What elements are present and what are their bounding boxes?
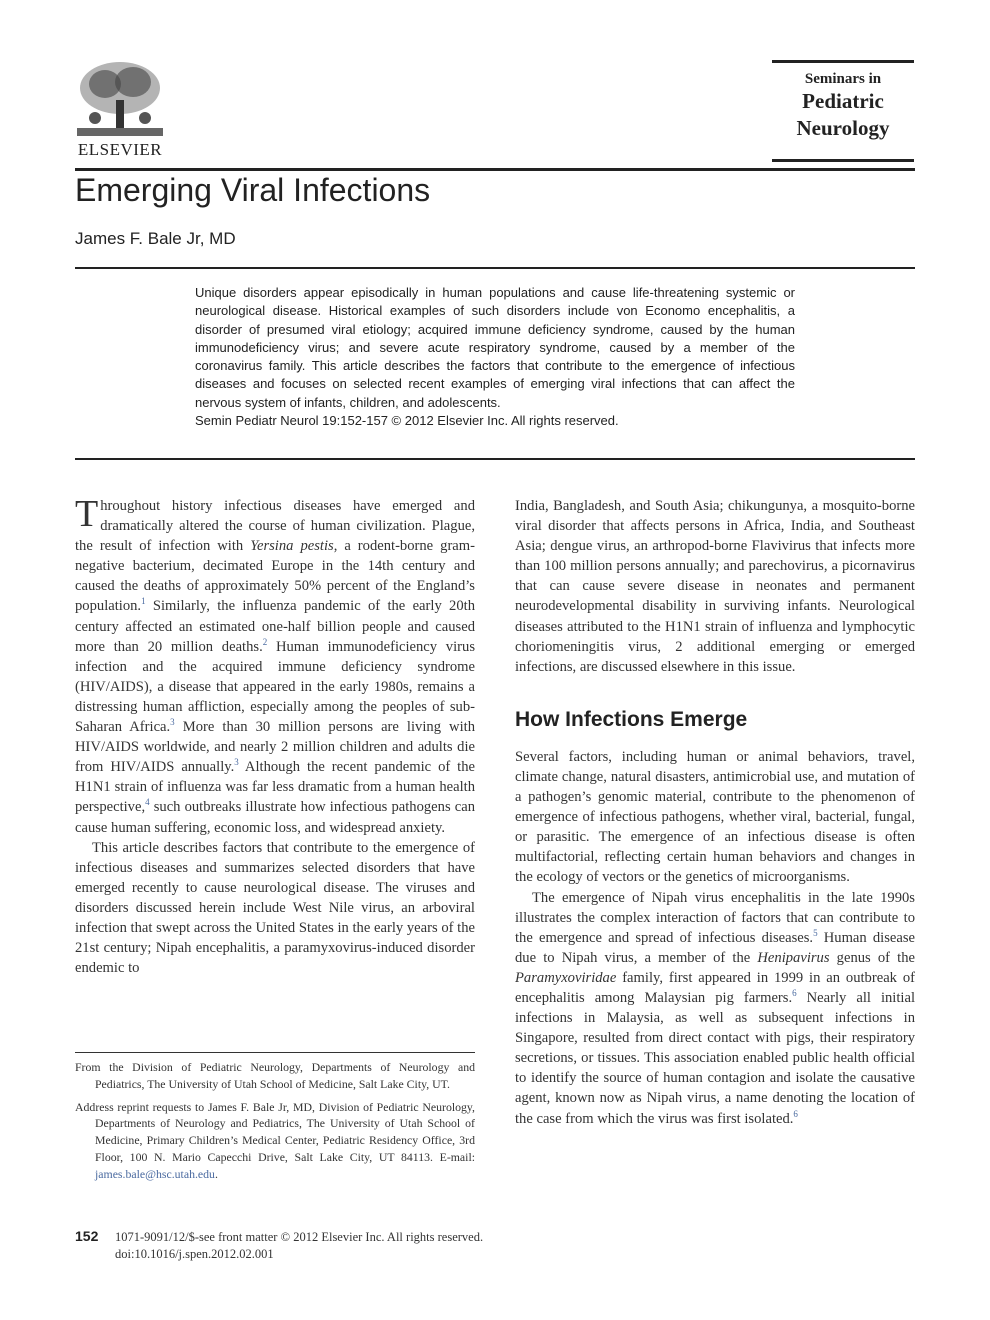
paragraph-intro: Throughout history infectious diseases have emerged and dramatically altered the course of human civilization. Plague, the result of infection with Yersina pestis, a rodent-borne gram-negative bacterium, decimated Europe in the 14th century and caused the deaths of approximately 50% percent of the England’s population.$^1$ Similarly, the influenza pandemic of the early 20th century affected an estimated one-half billion people and caused more than 20 million deaths.$^2$ Human immunodeficiency virus infection and the acquired immune deficiency syndrome (HIV/AIDS), a disease that appeared in the early 1980s, remains a distressing human affliction, especially among the peoples of sub-Saharan Africa.$^3$ More than 30 million persons are living with HIV/AIDS worldwide, and nearly 2 million children and adults die from HIV/AIDS annually.$^3$ Although the recent pandemic of the H1N1 strain of influenza was far less dramatic from a human health perspective,$^4$ such outbreaks illustrate how infectious pathogens can cause human suffering, economic loss, and widespread anxiety. [75, 493, 476, 836]
journal-line-3: Neurology [796, 116, 890, 140]
abstract-citation: Semin Pediatr Neurol 19:152-157 © 2012 Elsevier Inc. All rights reserved. [195, 413, 619, 429]
journal-line-2: Pediatric [802, 89, 884, 113]
article-title: Emerging Viral Infections [75, 172, 431, 208]
drop-cap: T [75, 493, 99, 535]
footnote-affiliation: From the Division of Pediatric Neurology, Departments of Neurology and Pediatrics, The University of Utah School of Medicine, Salt Lake City, UT. [75, 1060, 475, 1091]
paragraph-factors: Several factors, including human or animal behaviors, travel, climate change, natural disasters, antimicrobial use, and mutation of a pathogen’s genomic material, contribute to the phenomenon of emergence of infectious pathogens, whether viral, bacterial, fungal, or parasitic. The emergence of an infectious disease is often multifactorial, reflecting certain human behaviors and changes in the ecology of vectors or the genetics of microorganisms. [515, 748, 915, 886]
paragraph-overview: This article describes factors that contribute to the emergence of infectious diseases and summarizes selected disorders that have emerged recently to cause neurological disease. The viruses and disorders discussed herein include West Nile virus, an arboviral infection that swept across the United States in the early years of the 21st century; Nipah encephalitis, a paramyxovirus-induced disorder endemic to [75, 839, 475, 977]
publisher-name: ELSEVIER [77, 140, 163, 159]
footnote-rule [75, 1052, 475, 1053]
reference-link[interactable]: 5 [813, 927, 818, 938]
journal-line-1: Seminars in [804, 71, 882, 87]
reference-link[interactable]: 2 [262, 636, 268, 647]
abstract [195, 284, 795, 430]
section-heading: How Infections Emerge [515, 707, 748, 731]
footer-info [115, 1229, 483, 1263]
abstract-text: Unique disorders appear episodically in human populations and cause life-threatening systemic or neurological disease. Historical examples of such disorders include von Economo encephalitis, a disorder of presumed viral etiology; acquired immune deficiency syndrome, caused by the human immunodeficiency virus; and severe acute respiratory syndrome, caused by a member of the coronavirus family. This article describes the factors that contribute to the emergence of infectious diseases and focuses on selected recent examples of emerging viral infections that can affect the nervous system of infants, children, and adolescents. [195, 285, 795, 410]
footnote-address: Address reprint requests to James F. Bale Jr, MD, Division of Pediatric Neurology, Departments of Neurology and Pediatrics, The University of Utah School of Medicine, Primary Children’s Medical Center, Pediatric Residency Office, 3rd Floor, 100 N. Mario Capecchi Drive, Salt Lake City, UT 84113. E-mail: james.bale@hsc.utah.edu. [75, 1099, 475, 1181]
title-rule [75, 267, 915, 269]
reference-link[interactable]: 1 [141, 596, 146, 607]
body-column-right [515, 496, 915, 1129]
footer-doi[interactable]: doi:10.1016/j.spen.2012.02.001 [115, 1247, 274, 1261]
email-link[interactable]: james.bale@hsc.utah.edu [95, 1166, 215, 1181]
elsevier-tree-icon [75, 60, 165, 138]
page-number: 152 [75, 1228, 99, 1244]
journal-masthead [772, 60, 914, 162]
footnotes [75, 1059, 475, 1189]
abstract-rule [75, 458, 915, 460]
reference-link[interactable]: 4 [145, 797, 150, 808]
footer-copyright: 1071-9091/12/$-see front matter © 2012 Elsevier Inc. All rights reserved. [115, 1230, 484, 1244]
reference-link[interactable]: 6 [792, 988, 797, 999]
article-author: James F. Bale Jr, MD [75, 229, 236, 248]
reference-link[interactable]: 3 [234, 757, 239, 768]
body-column-left [75, 493, 476, 978]
paragraph-nipah: The emergence of Nipah virus encephalitis in the late 1990s illustrates the complex interaction of factors that can contribute to the emergence and spread of infectious diseases.$^5$ Human disease due to Nipah virus, a member of the Henipavirus genus of the Paramyxoviridae family, first appeared in 1999 in an outbreak of encephalitis among Malaysian pig farmers.$^6$ Nearly all initial infections in Malaysia, as well as subsequent infections in Singapore, resulted from direct contact with pigs, their respiratory secretions, or tissues. This association enabled public health official to identify the source of human contagion and isolate the causative agent, known now as Nipah virus, a name denoting the location of the case from which the virus was first isolated.$^6$ [515, 889, 916, 1127]
publisher-logo [75, 60, 165, 160]
reference-link[interactable]: 3 [170, 717, 175, 728]
reference-link[interactable]: 6 [793, 1108, 798, 1119]
paragraph-overview-continued: India, Bangladesh, and South Asia; chikungunya, a mosquito-borne viral disorder that affects persons in Africa, India, and Southeast Asia; dengue virus, an arthropod-borne Flavivirus that infects more than 100 million persons annually; and parechovirus, a picornavirus that can cause severe disease in neonates and permanent neurodevelopmental disability in surviving infants. Neurological diseases attributed to the H1N1 strain of influenza and lymphocytic choriomeningitis virus, 2 additional emerging or emerged infections, are discussed elsewhere in this issue. [515, 498, 915, 675]
header-rule [75, 168, 915, 171]
